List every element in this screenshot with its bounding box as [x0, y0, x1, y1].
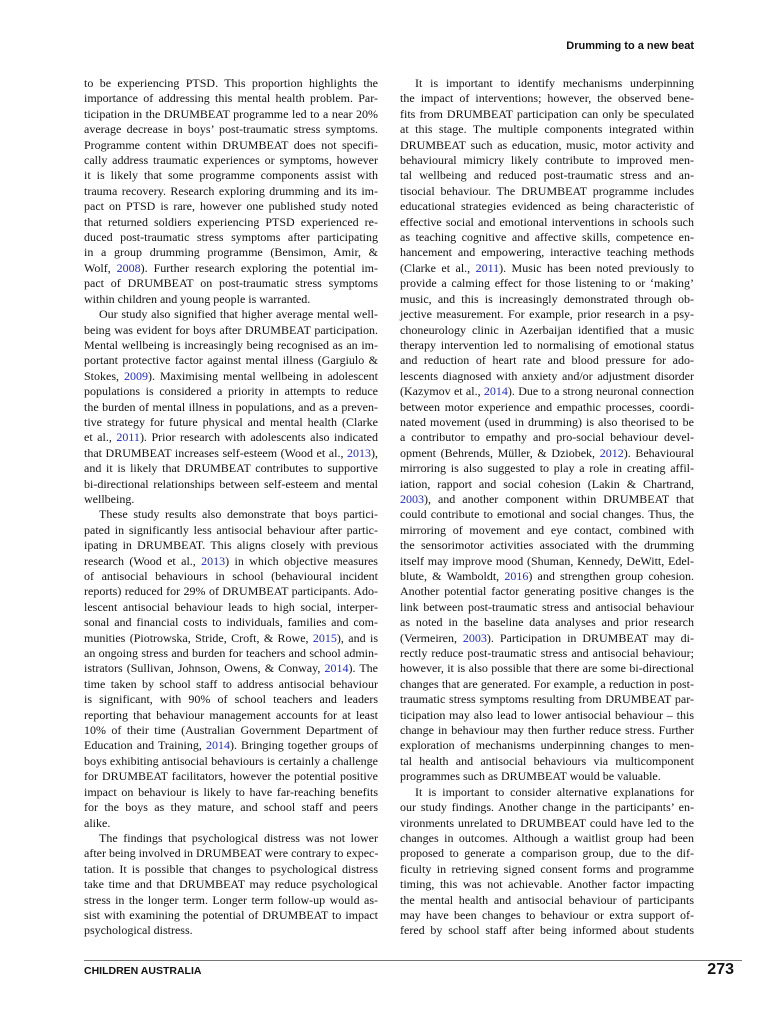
- text-line: itself may improve mood (Shuman, Kennedy, DeWitt, Edel-: [400, 553, 694, 568]
- text-line: Stokes, 2009). Maximising mental wellbeing in adolescent: [84, 368, 378, 383]
- text-line: Education and Training, 2014). Bringing together groups of: [84, 738, 378, 753]
- text-line: munities (Piotrowska, Stride, Croft, & Rowe, 2015), and is: [84, 630, 379, 645]
- text-line: pact of DRUMBEAT on post-traumatic stress symptoms: [84, 276, 378, 291]
- text-line: boys exhibiting antisocial behaviours is certainly a challenge: [84, 753, 378, 768]
- text-line: tisocial behaviour. The DRUMBEAT programme includes: [400, 183, 694, 198]
- text-line: nated movement (used in drumming) is also theorised to be: [400, 414, 694, 429]
- text-line: for the boys as they mature, and school staff and peers: [84, 800, 378, 815]
- text-line: opment (Behrends, Müller, & Dziobek, 2012). Behavioural: [400, 445, 694, 460]
- text-line: is significant, with 90% of school teachers and leaders: [84, 692, 378, 707]
- text-line: ticipation may also lead to lower antisocial behaviour – this: [400, 707, 694, 722]
- text-line: time taken by school staff to address antisocial behaviour: [84, 676, 378, 691]
- text-line: 10% of their time (Australian Government Department of: [84, 723, 378, 738]
- text-line: psychological distress.: [84, 923, 193, 938]
- text-line: tation. It is possible that changes to psychological distress: [84, 861, 378, 876]
- text-line: portant protective factor against mental illness (Gargiulo &: [84, 353, 378, 368]
- citation-link[interactable]: 2014: [205, 738, 230, 753]
- paragraph: [400, 785, 694, 939]
- paragraph: [400, 76, 694, 785]
- text-line: and it is likely that DRUMBEAT contributes to supportive: [84, 461, 378, 476]
- text-line: being was evident for boys after DRUMBEAT participation.: [84, 322, 378, 337]
- running-title: Drumming to a new beat: [566, 40, 694, 52]
- text-line: Mental wellbeing is increasingly being recognised as an im-: [84, 337, 378, 352]
- text-line: tal wellbeing and reduced post-traumatic stress and an-: [400, 168, 694, 183]
- text-line: the mental health and antisocial behaviour of participants: [400, 892, 694, 907]
- paragraph: [84, 507, 378, 831]
- text-line: for DRUMBEAT facilitators, however the potential positive: [84, 769, 378, 784]
- text-line: reports) reduced for 29% of DRUMBEAT participants. Ado-: [84, 584, 378, 599]
- text-line: cally address traumatic experiences or symptoms, however: [84, 153, 378, 168]
- text-line: tal health and antisocial behaviours via multicomponent: [400, 753, 694, 768]
- text-line: of antisocial behaviours in school (behavioural incident: [84, 569, 378, 583]
- text-line: mirroring of movement and eye contact, combined with: [400, 522, 694, 537]
- text-line: trauma recovery. Research exploring drumming and its im-: [84, 183, 378, 198]
- citation-link[interactable]: 2003: [462, 630, 487, 645]
- text-line: proposed to generate a comparison group, due to the dif-: [400, 846, 694, 861]
- page-number: 273: [707, 961, 734, 978]
- text-line: and reduction of heart rate and blood pressure for ado-: [400, 353, 694, 368]
- text-line: rectly reduce post-traumatic stress and antisocial behaviour;: [400, 646, 694, 661]
- text-line: lescents diagnosed with anxiety and/or adjustment disorder: [400, 368, 694, 383]
- journal-name: CHILDREN AUSTRALIA: [84, 965, 202, 977]
- text-line: to be experiencing PTSD. This proportion highlights the: [84, 76, 378, 90]
- text-line: lescent antisocial behaviour leads to high social, interper-: [84, 599, 378, 614]
- text-line: It is important to identify mechanisms underpinning: [415, 76, 694, 90]
- text-line: the burden of mental illness in populations, and as a preven-: [84, 399, 378, 414]
- text-line: research (Wood et al., 2013) in which objective measures: [84, 553, 378, 568]
- paragraph: [84, 307, 378, 507]
- text-line: link between post-traumatic stress and antisocial behaviour: [400, 599, 694, 614]
- citation-link[interactable]: 2003: [400, 491, 424, 506]
- citation-link[interactable]: 2009: [124, 368, 149, 383]
- text-line: Our study also signified that higher average mental well-: [99, 307, 378, 322]
- text-line: DRUMBEAT such as education, music, motor activity and: [400, 137, 694, 152]
- text-line: however, it is also possible that there are some bi-directional: [400, 661, 694, 676]
- text-line: sist with examining the potential of DRUMBEAT to impact: [84, 907, 378, 922]
- text-line: as teaching cognitive and affective skills, competence en-: [400, 230, 694, 245]
- text-line: (Kazymov et al., 2014). Due to a strong neuronal connection: [400, 384, 695, 399]
- text-line: stress in the longer term. Longer term follow-up would as-: [84, 892, 378, 907]
- citation-link[interactable]: 2013: [347, 445, 371, 460]
- citation-link[interactable]: 2012: [599, 445, 624, 460]
- text-line: reporting that behaviour management accounts for at least: [84, 707, 378, 722]
- text-line: fits from DRUMBEAT participation can only be speculated: [400, 106, 694, 121]
- text-line: music, and this is increasingly demonstrated through ob-: [400, 291, 694, 306]
- text-line: exploration of mechanisms underpinning changes to men-: [400, 738, 694, 753]
- text-line: mirroring is also suggested to play a role in creating affil-: [400, 461, 694, 476]
- citation-link[interactable]: 2013: [201, 553, 226, 568]
- text-line: hancement and empowering, interactive teaching methods: [400, 245, 694, 260]
- text-line: behavioural mimicry likely contribute to improved men-: [400, 153, 694, 168]
- text-line: between motor experience and empathic processes, coordi-: [400, 399, 694, 414]
- text-line: that returned soldiers experiencing PTSD experienced re-: [84, 214, 378, 229]
- text-line: jective measurement. For example, prior research in a psy-: [400, 307, 694, 322]
- text-line: Another potential factor generating positive changes is the: [400, 584, 694, 599]
- text-line: et al., 2011). Prior research with adolescents also indicated: [84, 430, 378, 445]
- text-line: istrators (Sullivan, Johnson, Owens, & Conway, 2014). The: [84, 661, 378, 676]
- text-line: alike.: [84, 815, 111, 830]
- text-line: programmes such as DRUMBEAT would be valuable.: [400, 769, 661, 784]
- citation-link[interactable]: 2008: [116, 260, 141, 275]
- text-line: vironments unrelated to DRUMBEAT could have led to the: [400, 815, 694, 830]
- text-line: blute, & Wamboldt, 2016) and strengthen group cohesion.: [400, 569, 694, 583]
- text-line: sonal and financial costs to individuals, families and com-: [84, 615, 378, 630]
- text-line: therapy intervention led to normalising of emotional status: [400, 337, 694, 352]
- paragraph: [84, 831, 378, 939]
- text-line: at this stage. The multiple components integrated within: [400, 122, 694, 137]
- footer-rule: [84, 960, 742, 961]
- text-line: traumatic stress symptoms resulting from DRUMBEAT par-: [400, 692, 694, 707]
- text-line: 2003), and another component within DRUMBEAT that: [400, 491, 694, 506]
- text-line: ipating in DRUMBEAT. This aligns closely with previous: [84, 538, 378, 553]
- text-line: The findings that psychological distress was not lower: [99, 830, 378, 845]
- text-line: populations is considered a priority in attempts to reduce: [84, 384, 378, 399]
- text-line: provide a calming effect for those listening to or ‘making’: [400, 276, 694, 291]
- text-line: Programme content within DRUMBEAT does not specifi-: [84, 137, 378, 152]
- text-line: in a group drumming programme (Bensimon, Amir, &: [84, 245, 378, 260]
- text-line: ticipation in the DRUMBEAT programme led to a near 20%: [84, 106, 378, 121]
- text-line: effective social and emotional interventions in schools such: [400, 214, 694, 229]
- text-line: ficulty in retrieving signed consent forms and programme: [400, 861, 694, 876]
- text-line: could contribute to emotional and social changes. Thus, the: [400, 507, 694, 522]
- text-line: pact on PTSD is rare, however one published study noted: [84, 199, 378, 214]
- text-line: after being involved in DRUMBEAT were contrary to expec-: [84, 846, 379, 861]
- text-line: average decrease in boys’ post-traumatic stress symptoms.: [84, 122, 378, 137]
- right-column: [400, 76, 694, 939]
- text-line: timing, this was not achievable. Another factor impacting: [400, 877, 694, 892]
- citation-link[interactable]: 2016: [504, 569, 529, 583]
- text-line: pated in significantly less antisocial behaviour after partic-: [84, 522, 378, 537]
- text-line: take time and that DRUMBEAT may reduce psychological: [84, 877, 378, 892]
- text-line: within children and young people is warranted.: [84, 291, 311, 306]
- text-line: may have been changes to behaviour or extra support of-: [400, 907, 694, 922]
- citation-link[interactable]: 2011: [116, 430, 140, 445]
- text-line: that DRUMBEAT increases self-esteem (Wood et al., 2013),: [84, 445, 378, 460]
- text-line: choneurology clinic in Azerbaijan identified that a music: [400, 322, 694, 337]
- citation-link[interactable]: 2014: [324, 661, 349, 676]
- text-line: a contributor to empathy and pro-social behaviour devel-: [400, 430, 694, 445]
- text-line: it is likely that some programme components assist with: [84, 168, 378, 183]
- text-line: change in behaviour may then further reduce stress. Further: [400, 723, 694, 738]
- citation-link[interactable]: 2011: [475, 260, 500, 275]
- text-line: (Clarke et al., 2011). Music has been noted previously to: [400, 260, 694, 275]
- citation-link[interactable]: 2015: [312, 630, 337, 645]
- text-line: Wolf, 2008). Further research exploring the potential im-: [84, 260, 378, 275]
- text-line: as noted in the baseline data analyses and prior research: [400, 615, 694, 630]
- text-line: our study findings. Another change in the participants’ en-: [400, 800, 694, 815]
- text-line: iation, rapport and social cohesion (Lakin & Chartrand,: [400, 476, 694, 491]
- text-line: fered by school staff after being informed about students: [400, 923, 694, 938]
- text-line: (Vermeiren, 2003). Participation in DRUMBEAT may di-: [400, 630, 694, 645]
- left-column: [84, 76, 378, 939]
- text-line: importance of addressing this mental health problem. Par-: [84, 91, 378, 106]
- citation-link[interactable]: 2014: [483, 384, 508, 399]
- text-line: the sensorimotor activities associated with the drumming: [400, 538, 694, 553]
- text-line: impact on behaviour is likely to have far-reaching benefits: [84, 784, 378, 799]
- text-line: duced post-traumatic stress symptoms after participating: [84, 230, 378, 245]
- text-line: These study results also demonstrate that boys partici-: [99, 507, 378, 522]
- text-line: tive strategy for future physical and mental health (Clarke: [84, 414, 378, 429]
- text-line: an ongoing stress and burden for teachers and school admin-: [84, 646, 378, 661]
- paragraph: [84, 76, 378, 307]
- text-line: changes in outcomes. Although a waitlist group had been: [400, 830, 694, 845]
- text-line: the impact of interventions; however, the observed bene-: [400, 91, 694, 106]
- text-line: changes that are generated. For example, a reduction in post-: [400, 676, 694, 691]
- text-line: bi-directional relationships between self-esteem and mental: [84, 476, 378, 491]
- text-line: educational strategies evidenced as being characteristic of: [400, 199, 694, 214]
- text-line: wellbeing.: [84, 491, 135, 506]
- text-line: It is important to consider alternative explanations for: [415, 784, 694, 799]
